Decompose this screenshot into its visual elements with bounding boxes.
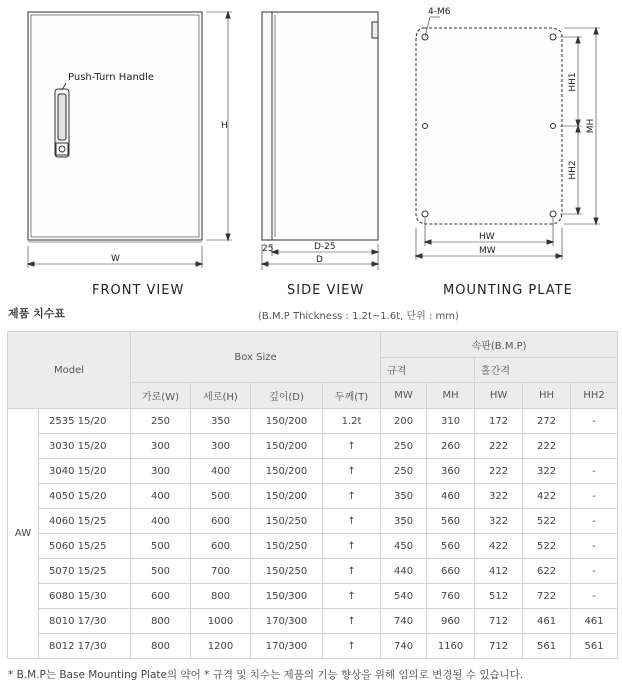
cell-hh: 272 (523, 409, 571, 434)
cell-hh: 222 (523, 434, 571, 459)
cell-mh: 560 (427, 534, 475, 559)
cell-w: 800 (131, 634, 191, 659)
cell-w: 300 (131, 459, 191, 484)
cell-t: ↑ (323, 559, 381, 584)
mounting-hole-label: 4-M6 (428, 7, 451, 17)
cell-model: 8012 17/30 (39, 634, 131, 659)
side-view-d-label: D (316, 255, 323, 265)
mounting-plate (416, 17, 600, 260)
spec-table (7, 331, 618, 659)
cell-hw: 412 (475, 559, 523, 584)
cell-mh: 560 (427, 509, 475, 534)
front-view-body (28, 12, 202, 240)
cell-t: ↑ (323, 509, 381, 534)
cell-h: 400 (191, 459, 251, 484)
header-thickness: 두께(T) (323, 383, 381, 409)
cell-d: 150/200 (251, 409, 323, 434)
cell-hw: 322 (475, 509, 523, 534)
table-row (8, 609, 618, 634)
cell-w: 400 (131, 484, 191, 509)
header-hw: HW (475, 383, 523, 409)
header-box-size: Box Size (131, 332, 381, 383)
mounting-plate-outline (416, 28, 562, 224)
cell-hh: 722 (523, 584, 571, 609)
technical-drawing (0, 0, 622, 300)
cell-mh: 1160 (427, 634, 475, 659)
mounting-plate-hw-label: HW (479, 232, 495, 242)
header-width: 가로(W) (131, 383, 191, 409)
cell-d: 170/300 (251, 634, 323, 659)
header-hh: HH (523, 383, 571, 409)
cell-h: 800 (191, 584, 251, 609)
cell-mh: 310 (427, 409, 475, 434)
header-mw: MW (381, 383, 427, 409)
cell-hw: 322 (475, 484, 523, 509)
table-row (8, 509, 618, 534)
cell-d: 150/250 (251, 559, 323, 584)
cell-hw: 712 (475, 609, 523, 634)
header-height: 세로(H) (191, 383, 251, 409)
cell-hh: 522 (523, 534, 571, 559)
cell-hh: 561 (523, 634, 571, 659)
cell-hw: 712 (475, 634, 523, 659)
cell-w: 500 (131, 534, 191, 559)
cell-hh2: - (571, 484, 618, 509)
cell-h: 500 (191, 484, 251, 509)
cell-t: ↑ (323, 459, 381, 484)
front-view-width-label: W (111, 254, 120, 264)
side-view-door (262, 12, 272, 240)
cell-hh: 461 (523, 609, 571, 634)
cell-mw: 440 (381, 559, 427, 584)
group-label: AW (8, 409, 39, 659)
push-turn-handle (55, 89, 69, 157)
cell-mw: 540 (381, 584, 427, 609)
cell-w: 250 (131, 409, 191, 434)
cell-hh2 (571, 434, 618, 459)
section-title: 제품 치수표 (8, 307, 65, 320)
cell-hw: 172 (475, 409, 523, 434)
cell-mh: 460 (427, 484, 475, 509)
cell-hw: 512 (475, 584, 523, 609)
cell-mh: 660 (427, 559, 475, 584)
cell-model: 3030 15/20 (39, 434, 131, 459)
header-mh: MH (427, 383, 475, 409)
mounting-plate-hh2-label: HH2 (568, 160, 578, 180)
header-hh2: HH2 (571, 383, 618, 409)
push-turn-handle-label: Push-Turn Handle (68, 72, 155, 83)
cell-hh: 322 (523, 459, 571, 484)
cell-hh: 522 (523, 509, 571, 534)
cell-d: 150/300 (251, 584, 323, 609)
cell-hh2: 561 (571, 634, 618, 659)
front-view-height-label: H (221, 121, 228, 131)
cell-t: ↑ (323, 434, 381, 459)
cell-w: 800 (131, 609, 191, 634)
cell-hh2: - (571, 584, 618, 609)
thickness-note: (B.M.P Thickness : 1.2t~1.6t, 단위 : mm) (258, 311, 459, 322)
cell-model: 6080 15/30 (39, 584, 131, 609)
mounting-plate-mw-label: MW (479, 246, 496, 256)
cell-hh2: - (571, 509, 618, 534)
cell-t: ↑ (323, 534, 381, 559)
cell-mw: 350 (381, 484, 427, 509)
cell-w: 600 (131, 584, 191, 609)
table-row (8, 434, 618, 459)
cell-mw: 250 (381, 459, 427, 484)
front-view-title: FRONT VIEW (92, 283, 185, 298)
cell-d: 150/200 (251, 434, 323, 459)
header-hole-pitch: 홀간격 (475, 357, 618, 383)
cell-mh: 960 (427, 609, 475, 634)
side-view-title: SIDE VIEW (287, 283, 365, 298)
cell-d: 150/250 (251, 509, 323, 534)
cell-hh2: - (571, 409, 618, 434)
cell-hh: 622 (523, 559, 571, 584)
cell-t: 1.2t (323, 409, 381, 434)
side-view-d25-label: D-25 (314, 242, 336, 252)
cell-mw: 740 (381, 609, 427, 634)
cell-hw: 222 (475, 459, 523, 484)
cell-model: 2535 15/20 (39, 409, 131, 434)
cell-d: 150/250 (251, 534, 323, 559)
table-row (8, 559, 618, 584)
cell-t: ↑ (323, 484, 381, 509)
cell-model: 5070 15/25 (39, 559, 131, 584)
cell-h: 600 (191, 509, 251, 534)
cell-w: 400 (131, 509, 191, 534)
cell-t: ↑ (323, 634, 381, 659)
cell-hh2: - (571, 534, 618, 559)
cell-hh2: - (571, 459, 618, 484)
cell-model: 3040 15/20 (39, 459, 131, 484)
front-view (28, 12, 232, 268)
mounting-plate-title: MOUNTING PLATE (443, 283, 573, 298)
cell-h: 700 (191, 559, 251, 584)
cell-w: 300 (131, 434, 191, 459)
cell-w: 500 (131, 559, 191, 584)
cell-h: 300 (191, 434, 251, 459)
cell-mh: 260 (427, 434, 475, 459)
cell-hh: 422 (523, 484, 571, 509)
mounting-plate-mh-label: MH (586, 118, 596, 134)
cell-hw: 422 (475, 534, 523, 559)
cell-mw: 450 (381, 534, 427, 559)
cell-mw: 250 (381, 434, 427, 459)
cell-h: 1200 (191, 634, 251, 659)
header-spec: 규격 (381, 357, 475, 383)
footer-note: * B.M.P는 Base Mounting Plate의 약어 * 규격 및 치수는 제품의 기능 향상을 위해 임의로 변경될 수 있습니다. (8, 669, 524, 681)
cell-h: 350 (191, 409, 251, 434)
cell-d: 150/200 (251, 459, 323, 484)
cell-mw: 200 (381, 409, 427, 434)
cell-mh: 760 (427, 584, 475, 609)
table-row (8, 409, 618, 434)
cell-h: 1000 (191, 609, 251, 634)
cell-hh2: 461 (571, 609, 618, 634)
header-model: Model (8, 332, 131, 409)
cell-model: 4050 15/20 (39, 484, 131, 509)
cell-d: 150/200 (251, 484, 323, 509)
cell-t: ↑ (323, 584, 381, 609)
side-view-25-label: 25 (262, 244, 274, 254)
cell-mw: 740 (381, 634, 427, 659)
side-view (262, 12, 378, 270)
mounting-plate-hh1-label: HH1 (568, 72, 578, 92)
cell-t: ↑ (323, 609, 381, 634)
table-row (8, 584, 618, 609)
table-row (8, 634, 618, 659)
table-row (8, 484, 618, 509)
cell-mw: 350 (381, 509, 427, 534)
cell-hh2: - (571, 559, 618, 584)
cell-model: 5060 15/25 (39, 534, 131, 559)
cell-model: 8010 17/30 (39, 609, 131, 634)
side-view-body (272, 12, 378, 240)
header-depth: 깊이(D) (251, 383, 323, 409)
header-plate: 속판(B.M.P) (381, 332, 618, 358)
table-row (8, 534, 618, 559)
cell-model: 4060 15/25 (39, 509, 131, 534)
cell-d: 170/300 (251, 609, 323, 634)
cell-hw: 222 (475, 434, 523, 459)
cell-mh: 360 (427, 459, 475, 484)
table-row (8, 459, 618, 484)
cell-h: 600 (191, 534, 251, 559)
